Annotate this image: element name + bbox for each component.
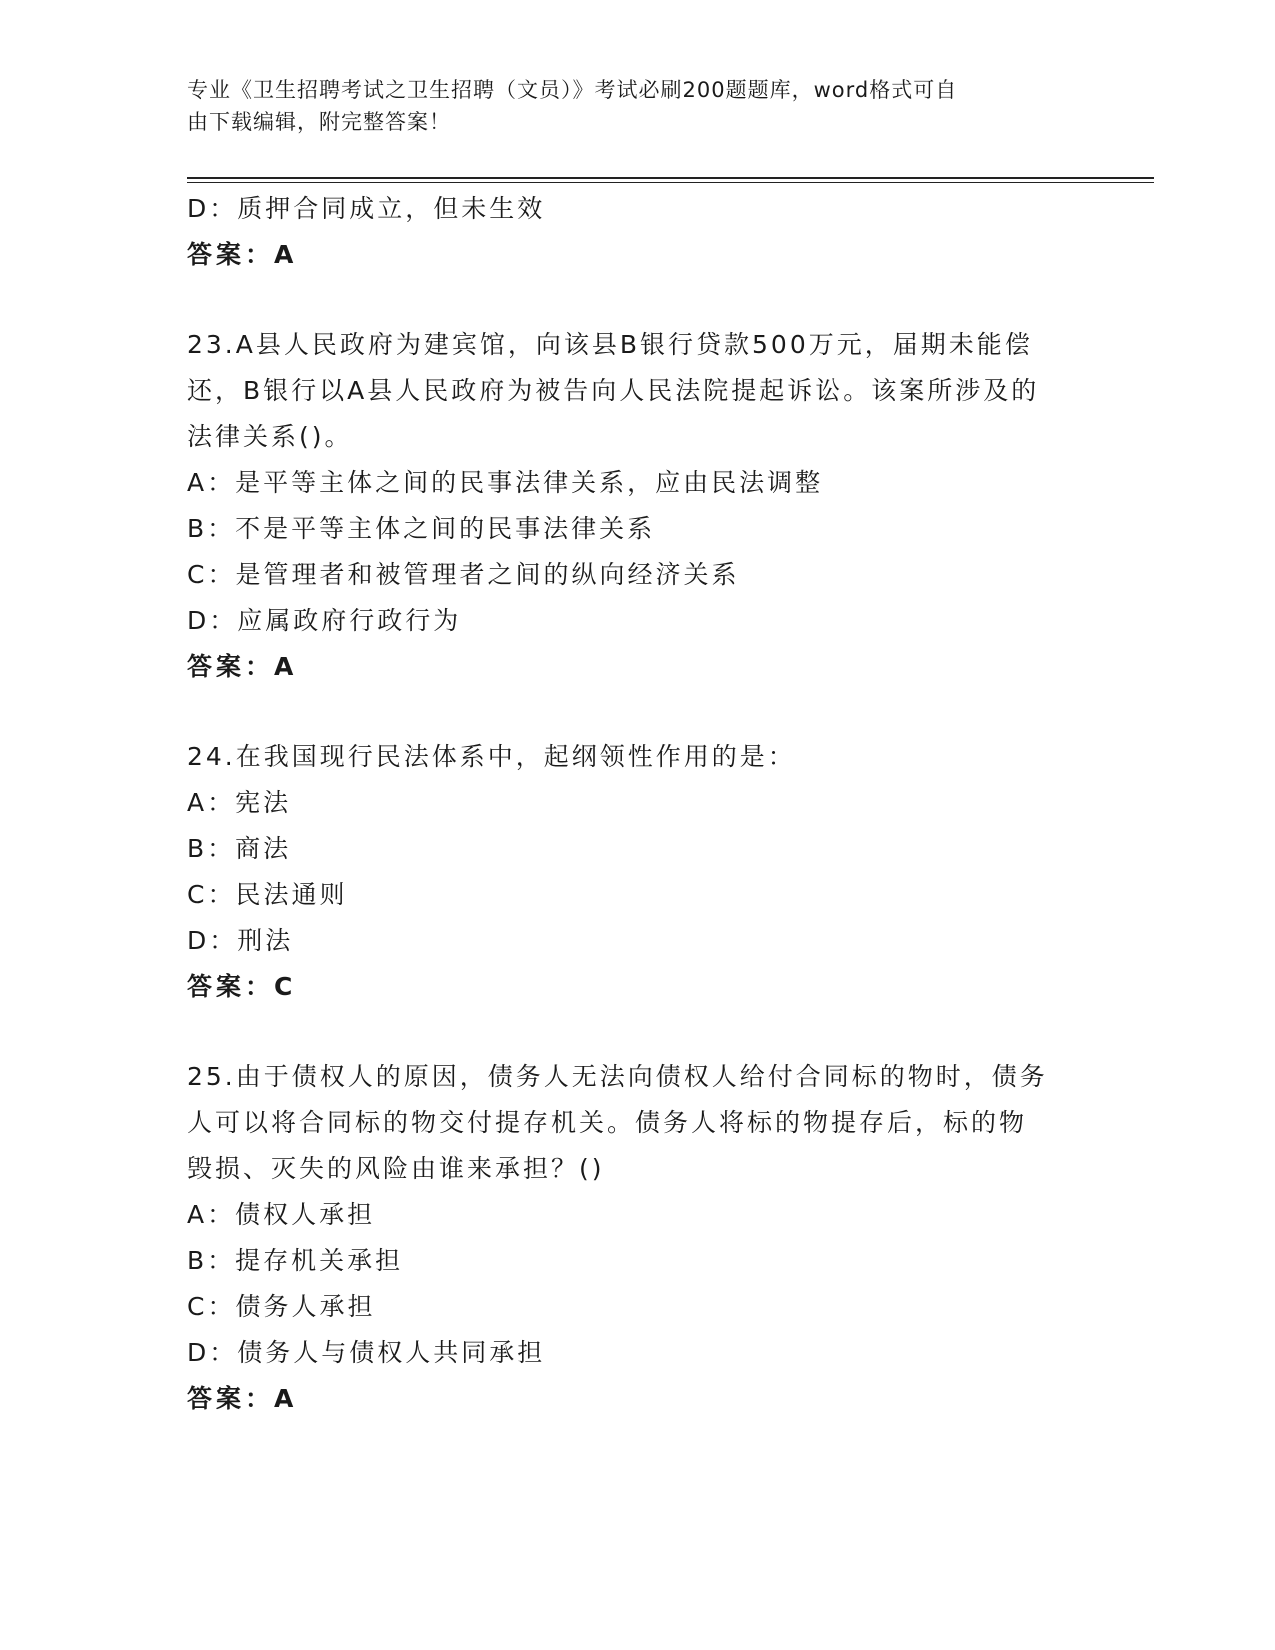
option-c: C：民法通则 <box>187 880 348 909</box>
question-24 <box>187 734 1087 1010</box>
option-d: D：质押合同成立，但未生效 <box>187 194 546 223</box>
option-d: D：应属政府行政行为 <box>187 606 462 635</box>
option-d: D：债务人与债权人共同承担 <box>187 1338 546 1367</box>
spacer <box>187 1010 1087 1054</box>
option-c: C：是管理者和被管理者之间的纵向经济关系 <box>187 560 740 589</box>
question-25 <box>187 1054 1087 1422</box>
option-c: C：债务人承担 <box>187 1292 376 1321</box>
option-a: A：债权人承担 <box>187 1200 376 1229</box>
question-text-line: 人可以将合同标的物交付提存机关。债务人将标的物提存后，标的物 <box>187 1108 1028 1137</box>
header-rule-thick <box>187 177 1154 179</box>
option-d: D：刑法 <box>187 926 294 955</box>
question-text-line: 24.在我国现行民法体系中，起纲领性作用的是： <box>187 742 796 771</box>
header-line-2: 由下载编辑，附完整答案！ <box>187 110 451 134</box>
answer-line: 答案：C <box>187 972 297 1001</box>
question-text-line: 25.由于债权人的原因，债务人无法向债权人给付合同标的物时，债务 <box>187 1062 1048 1091</box>
option-b: B：提存机关承担 <box>187 1246 404 1275</box>
option-a: A：宪法 <box>187 788 292 817</box>
continued-question-22 <box>187 186 1087 278</box>
question-text-line: 23.A县人民政府为建宾馆，向该县B银行贷款500万元，届期未能偿 <box>187 330 1033 359</box>
spacer <box>187 690 1087 734</box>
option-b: B：商法 <box>187 834 292 863</box>
page-header <box>187 74 1067 138</box>
answer-line: 答案：A <box>187 1384 298 1413</box>
option-a: A：是平等主体之间的民事法律关系，应由民法调整 <box>187 468 824 497</box>
header-rule-thin <box>187 182 1154 183</box>
question-text-line: 还，B银行以A县人民政府为被告向人民法院提起诉讼。该案所涉及的 <box>187 376 1040 405</box>
question-text-line: 毁损、灭失的风险由谁来承担？() <box>187 1154 605 1183</box>
option-b: B：不是平等主体之间的民事法律关系 <box>187 514 656 543</box>
header-line-1: 专业《卫生招聘考试之卫生招聘（文员）》考试必刷200题题库，word格式可自 <box>187 78 958 102</box>
question-content <box>187 186 1087 1422</box>
answer-line: 答案：A <box>187 240 298 269</box>
answer-line: 答案：A <box>187 652 298 681</box>
question-23 <box>187 322 1087 690</box>
question-text-line: 法律关系()。 <box>187 422 353 451</box>
spacer <box>187 278 1087 322</box>
